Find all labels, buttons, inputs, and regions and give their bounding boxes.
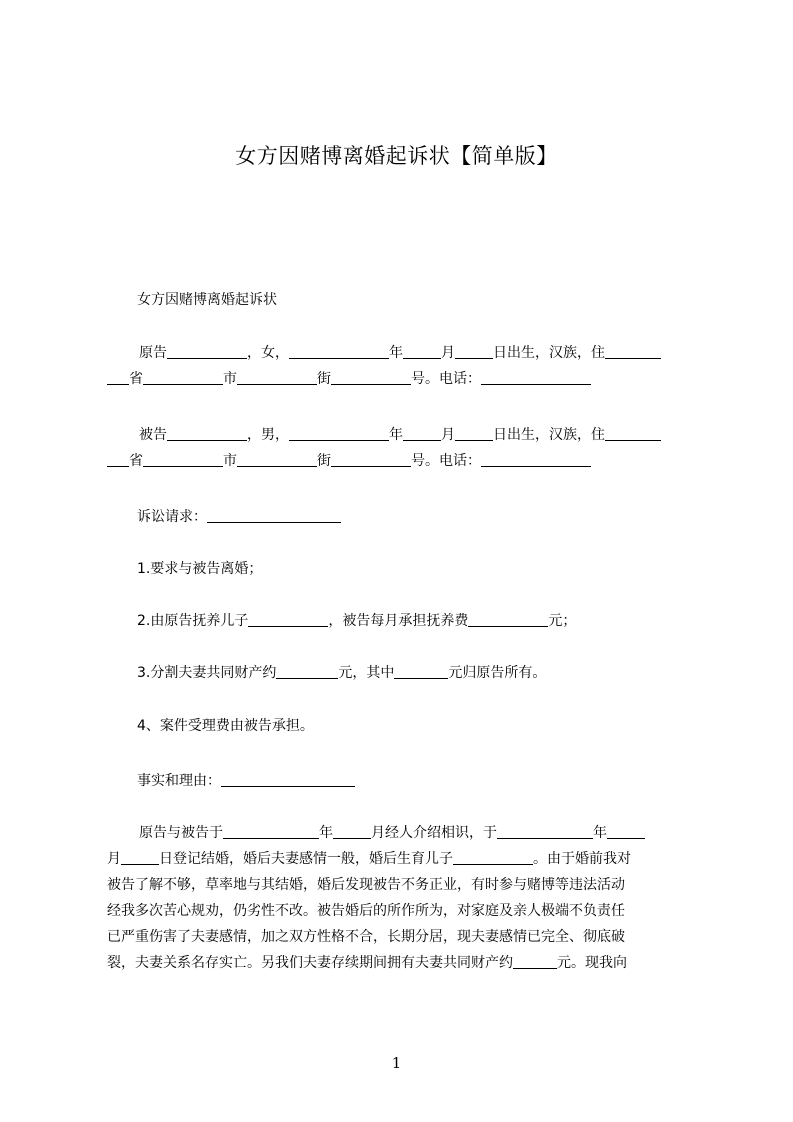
facts-line-4: 经我多次苦心规劝，仍劣性不改。被告婚后的所作所为，对家庭及亲人极端不负责任 bbox=[107, 903, 625, 919]
defendant-phone-label: 号。电话： bbox=[411, 453, 481, 469]
claim-4: 4、案件受理费由被告承担。 bbox=[137, 718, 314, 734]
facts-line-6-b: 元。现我向 bbox=[557, 955, 627, 971]
claim-3-part-c: 元归原告所有。 bbox=[448, 665, 547, 681]
claim-2-part-a: 2.由原告抚养儿子 bbox=[137, 613, 249, 629]
defendant-street-label: 街 bbox=[317, 453, 331, 469]
defendant-province-label: 省 bbox=[129, 453, 143, 469]
claim-3 bbox=[137, 660, 731, 686]
defendant-paragraph bbox=[107, 422, 701, 474]
plaintiff-province-label: 省 bbox=[129, 371, 143, 387]
document-subtitle: 女方因赌博离婚起诉状 bbox=[137, 292, 277, 308]
facts-line-6-a: 裂，夫妻关系名存实亡。另我们夫妻存续期间拥有夫妻共同财产约 bbox=[107, 955, 513, 971]
claim-3-part-b: 元，其中 bbox=[338, 665, 395, 681]
defendant-year-label: 年 bbox=[389, 427, 403, 443]
facts-heading bbox=[137, 768, 731, 794]
plaintiff-birth-suffix: 日出生，汉族，住 bbox=[493, 345, 605, 361]
facts-line-2-c: 。由于婚前我对 bbox=[533, 851, 631, 867]
page-number: 1 bbox=[391, 1054, 402, 1072]
facts-line-5: 已严重伤害了夫妻感情，加之双方性格不合，长期分居，现夫妻感情已完全、彻底破 bbox=[107, 929, 625, 945]
plaintiff-paragraph bbox=[107, 340, 701, 392]
claim-2-part-b: ，被告每月承担抚养费 bbox=[328, 613, 469, 629]
plaintiff-phone-label: 号。电话： bbox=[411, 371, 481, 387]
facts-line-3: 被告了解不够，草率地与其结婚，婚后发现被告不务正业，有时参与赌博等违法活动 bbox=[107, 877, 625, 893]
plaintiff-label: 原告 bbox=[139, 345, 167, 361]
claims-label: 诉讼请求： bbox=[137, 509, 207, 525]
claim-2 bbox=[137, 608, 731, 634]
facts-line-1-d: 年 bbox=[593, 825, 607, 841]
facts-label: 事实和理由： bbox=[137, 773, 221, 789]
defendant-gender: ，男， bbox=[247, 427, 289, 443]
facts-line-2-b: 日登记结婚，婚后夫妻感情一般，婚后生育儿子 bbox=[159, 851, 453, 867]
plaintiff-line-1 bbox=[107, 340, 701, 366]
facts-line-1-c: 月经人介绍相识，于 bbox=[371, 825, 497, 841]
facts-line-1-a: 原告与被告于 bbox=[139, 825, 223, 841]
claim-3-part-a: 3.分割夫妻共同财产约 bbox=[137, 665, 277, 681]
plaintiff-line-2 bbox=[107, 366, 701, 392]
facts-line-2-a: 月 bbox=[107, 851, 121, 867]
plaintiff-street-label: 街 bbox=[317, 371, 331, 387]
page-title: 女方因赌博离婚起诉状【简单版】 bbox=[235, 144, 558, 168]
facts-paragraph bbox=[107, 820, 701, 976]
facts-line-1 bbox=[107, 820, 701, 846]
defendant-line-1 bbox=[107, 422, 701, 448]
facts-line-2 bbox=[107, 846, 701, 872]
facts-line-1-b: 年 bbox=[319, 825, 333, 841]
defendant-birth-suffix: 日出生，汉族，住 bbox=[493, 427, 605, 443]
claims-heading bbox=[137, 504, 731, 530]
claim-2-part-c: 元； bbox=[548, 613, 577, 629]
plaintiff-city-label: 市 bbox=[223, 371, 237, 387]
claim-1: 1.要求与被告离婚； bbox=[137, 561, 263, 577]
defendant-label: 被告 bbox=[139, 427, 167, 443]
plaintiff-month-label: 月 bbox=[441, 345, 455, 361]
facts-line-6 bbox=[107, 950, 701, 976]
defendant-line-2 bbox=[107, 448, 701, 474]
defendant-month-label: 月 bbox=[441, 427, 455, 443]
plaintiff-year-label: 年 bbox=[389, 345, 403, 361]
defendant-city-label: 市 bbox=[223, 453, 237, 469]
plaintiff-gender: ，女， bbox=[247, 345, 289, 361]
